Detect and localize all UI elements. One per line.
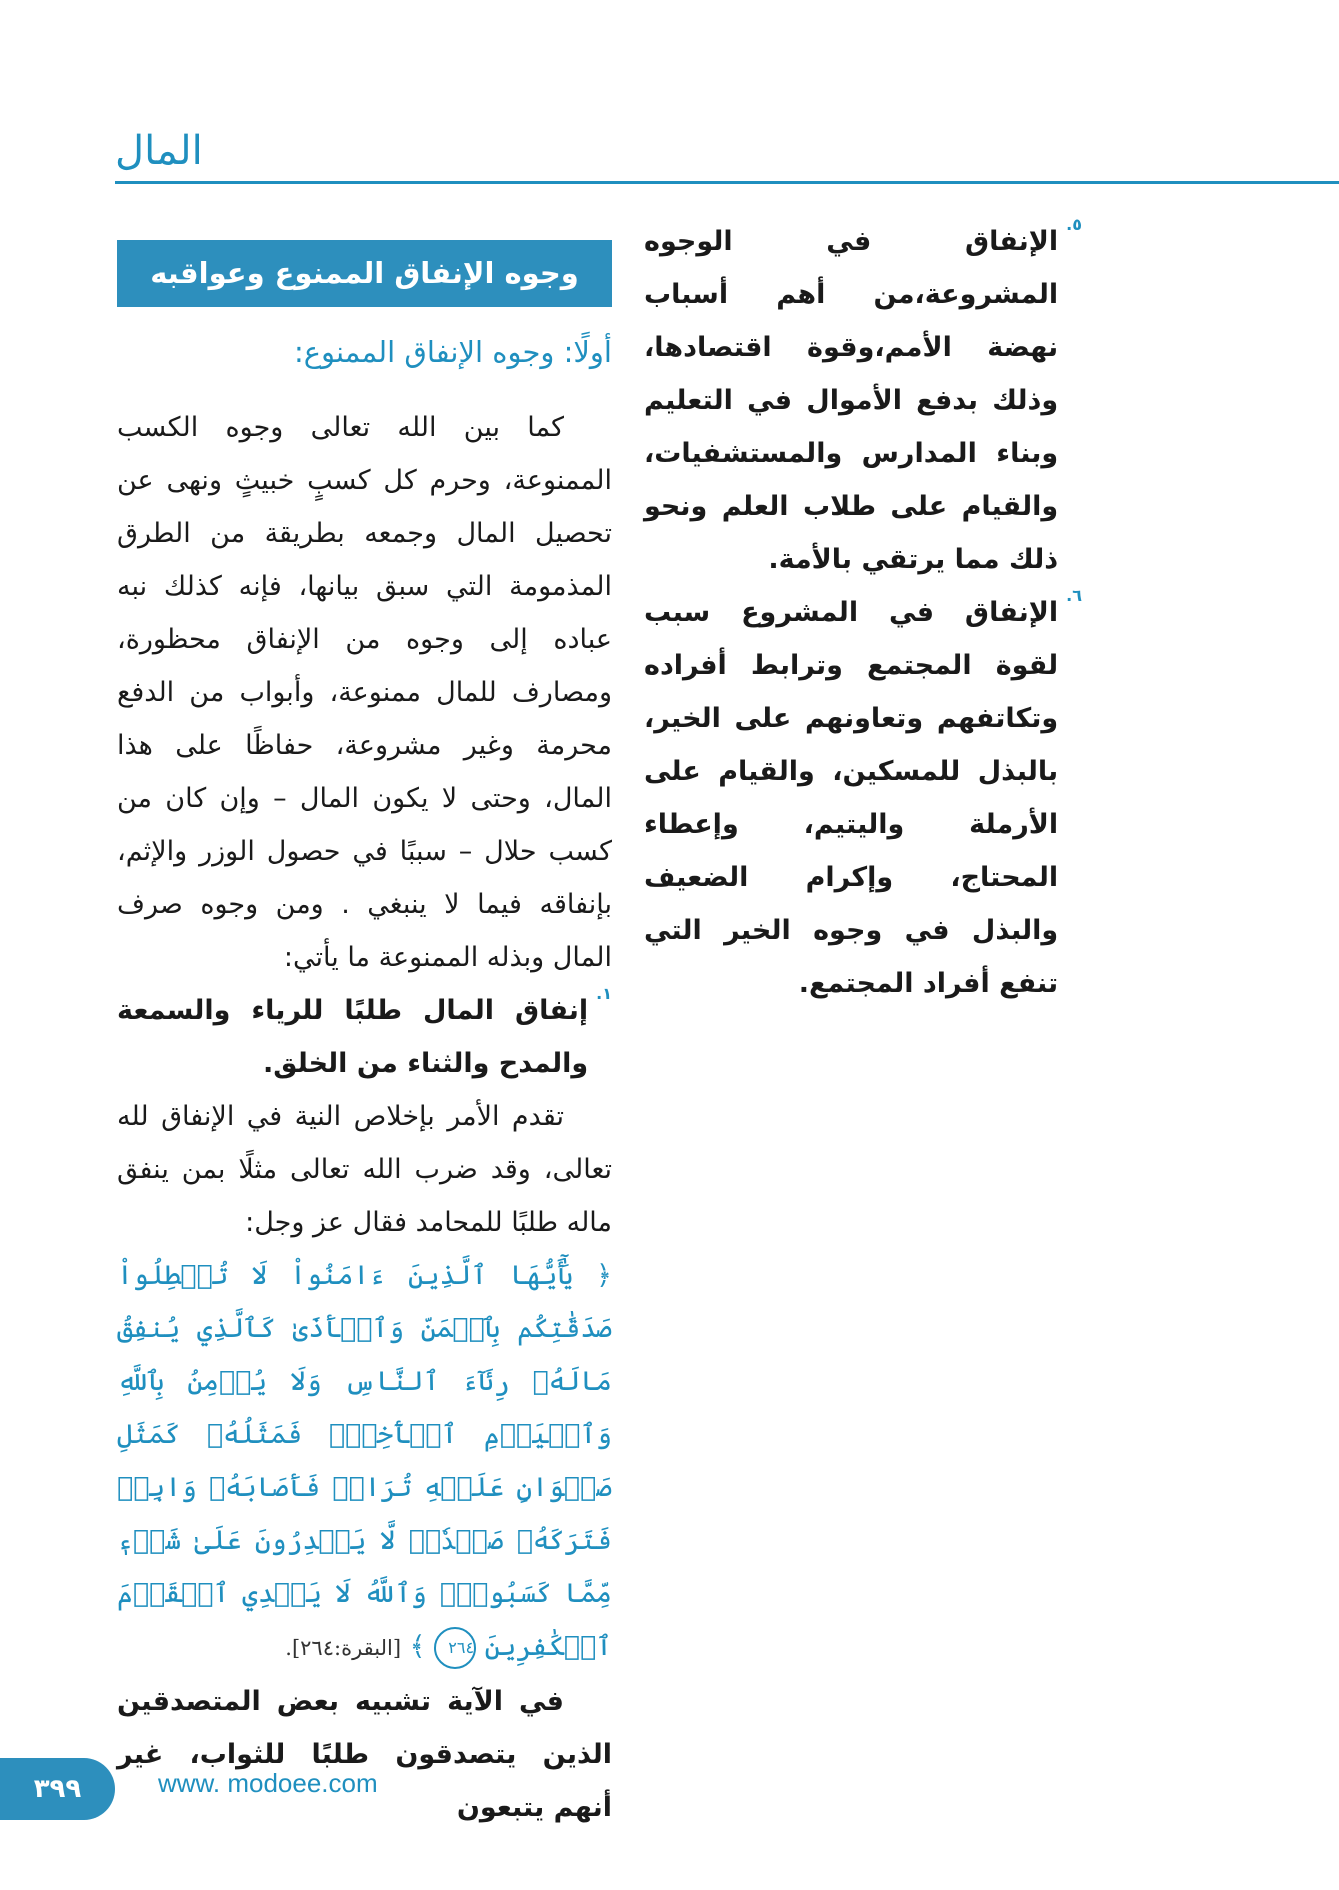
item-text: الإنفاق في المشروع سبب لقوة المجتمع وترابط أفراده وتكاتفهم وتعاونهم على الخير، بالبذل للمسكين، والقيام على الأرملة واليتيم، وإعطاء المحتاج، وإكرام الضعيف والبذل في وجوه الخير التي تنفع أفراد المجتمع. <box>644 597 1059 999</box>
item-number: ١. <box>596 984 612 1003</box>
quran-verse <box>117 1249 612 1675</box>
verse-text: يَٰٓأَيُّهَا ٱلَّذِينَ ءَامَنُواْ لَا تُبۡطِلُواْ صَدَقَٰتِكُم بِٱلۡمَنِّ وَٱلۡأَذَىٰ كَٱلَّذِي يُنفِقُ مَالَهُۥ رِئَآءَ ٱلنَّاسِ وَلَا يُؤۡمِنُ بِٱللَّهِ وَٱلۡيَوۡمِ ٱلۡأٓخِرِۖ فَمَثَلُهُۥ كَمَثَلِ صَفۡوَانٍ عَلَيۡهِ تُرَابٞ فَأَصَابَهُۥ وَابِلٞ فَتَرَكَهُۥ صَلۡدٗاۖ لَّا يَقۡدِرُونَ عَلَىٰ شَيۡءٖ مِّمَّا كَسَبُواْۗ وَٱللَّهُ لَا يَهۡدِي ٱلۡقَوۡمَ ٱلۡكَٰفِرِينَ <box>117 1260 612 1662</box>
list-item <box>644 215 1082 586</box>
header-rule <box>115 181 1339 184</box>
page-header <box>115 128 203 174</box>
chapter-title: المال <box>115 128 203 174</box>
right-column <box>644 215 1082 1010</box>
list-item <box>644 586 1082 1010</box>
item-text: إنفاق المال طلبًا للرياء والسمعة والمدح والثناء من الخلق. <box>117 995 589 1079</box>
intro-paragraph: كما بين الله تعالى وجوه الكسب الممنوعة، وحرم كل كسبٍ خبيثٍ ونهى عن تحصيل المال وجمعه بطريقة من الطرق المذمومة التي سبق بيانها، فإنه كذلك نبه عباده إلى وجوه من الإنفاق محظورة، ومصارف للمال ممنوعة، وأبواب من الدفع محرمة وغير مشروعة، حفاظًا على هذا المال، وحتى لا يكون المال – وإن كان من كسب حلال – سببًا في حصول الوزر والإثم، بإنفاقه فيما لا ينبغي . ومن وجوه صرف المال وبذله الممنوعة ما يأتي: <box>117 412 612 973</box>
section-title-box: وجوه الإنفاق الممنوع وعواقبه <box>117 240 612 307</box>
website-link[interactable]: www. modoee.com <box>158 1768 378 1798</box>
section-subheading: أولًا: وجوه الإنفاق الممنوع: <box>293 335 612 369</box>
page-number: ٣٩٩ <box>0 1758 115 1820</box>
verse-open-bracket: ﴿ <box>596 1260 612 1291</box>
item-text: الإنفاق في الوجوه المشروعة،من أهم أسباب نهضة الأمم،وقوة اقتصادها، وذلك بدفع الأموال في التعليم وبناء المدارس والمستشفيات، والقيام على طلاب العلم ونحو ذلك مما يرتقي بالأمة. <box>644 226 1059 575</box>
ayah-number-icon: ٢٦٤ <box>434 1627 476 1669</box>
item-number: ٥. <box>1066 215 1082 234</box>
verse-close-bracket: ﴾ <box>409 1631 426 1662</box>
list-item <box>117 984 612 1090</box>
paragraph-3: في الآية تشبيه بعض المتصدقين الذين يتصدقون طلبًا للثواب، غير أنهم يتبعون <box>117 1686 612 1823</box>
verse-citation: [البقرة:٢٦٤]. <box>285 1636 402 1660</box>
item-number: ٦. <box>1066 586 1082 605</box>
paragraph-2: تقدم الأمر بإخلاص النية في الإنفاق لله تعالى، وقد ضرب الله تعالى مثلًا بمن ينفق ماله طلبًا للمحامد فقال عز وجل: <box>117 1101 612 1238</box>
left-column-body <box>117 401 612 1834</box>
